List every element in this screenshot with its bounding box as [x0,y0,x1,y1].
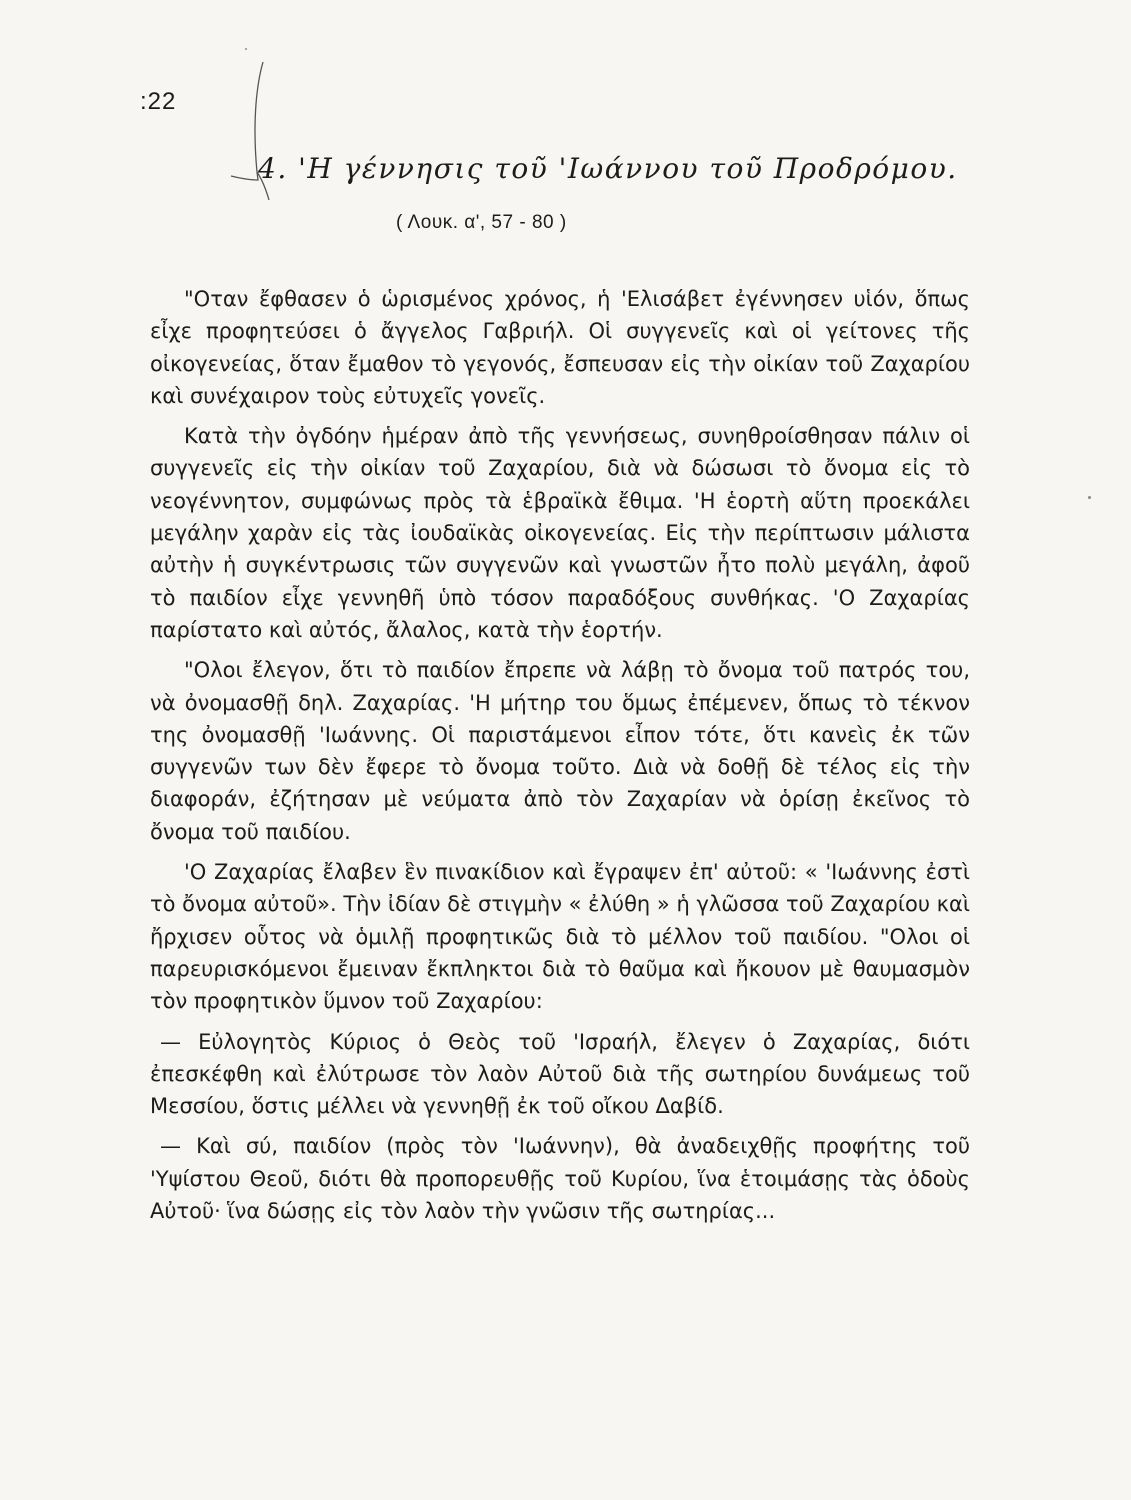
paragraph-2: Κατὰ τὴν ὀγδόην ἡμέραν ἀπὸ τῆς γεννήσεως, συνηθροίσθησαν πάλιν οἱ συγγενεῖς εἰς τὴν οἰκίαν τοῦ Ζαχαρίου, διὰ νὰ δώσωσι τὸ ὄνομα εἰς τὸ νεογέννητον, συμφώνως πρὸς τὰ ἑβραϊκὰ ἔθιμα. 'Η ἑορτὴ αὕτη προεκάλει μεγάλην χαρὰν εἰς τὰς ἰουδαϊκὰς οἰκογενείας. Εἰς τὴν περίπτωσιν μάλιστα αὐτὴν ἡ συγκέντρωσις τῶν συγγενῶν καὶ γνωστῶν ἦτο πολὺ μεγάλη, ἀφοῦ τὸ παιδίον εἶχε γεννηθῆ ὑπὸ τόσον παραδόξους συνθήκας. 'Ο Ζαχαρίας παρίστατο καὶ αὐτός, ἄλαλος, κατὰ τὴν ἑορτήν. [150,424,970,642]
body-text [150,283,970,1235]
paragraph-5: — Εὐλογητὸς Κύριος ὁ Θεὸς τοῦ 'Ισραήλ, ἔλεγεν ὁ Ζαχαρίας, διότι ἐπεσκέφθη καὶ ἐλύτρωσε τὸν λαὸν Αὐτοῦ διὰ τῆς σωτηρίου δυνάμεως τοῦ Μεσσίου, ὅστις μέλλει νὰ γεννηθῇ ἐκ τοῦ οἴκου Δαβίδ. [150,1029,970,1119]
paragraph-3: "Ολοι ἔλεγον, ὅτι τὸ παιδίον ἔπρεπε νὰ λάβῃ τὸ ὄνομα τοῦ πατρός του, νὰ ὀνομασθῇ δηλ. Ζαχαρίας. 'Η μήτηρ του ὅμως ἐπέμενεν, ὅπως τὸ τέκνον της ὀνομασθῇ 'Ιωάννης. Οἱ παριστάμενοι εἶπον τότε, ὅτι κανεὶς ἐκ τῶν συγγενῶν των δὲν ἔφερε τὸ ὄνομα τοῦτο. Διὰ νὰ δοθῇ δὲ τέλος εἰς τὴν διαφοράν, ἐζήτησαν μὲ νεύματα ἀπὸ τὸν Ζαχαρίαν νὰ ὁρίσῃ ἐκεῖνος τὸ ὄνομα τοῦ παιδίου. [150,658,970,844]
page-number: :22 [140,88,177,115]
pencil-bracket-mark [225,60,275,210]
paragraph-4: 'Ο Ζαχαρίας ἔλαβεν ἓν πινακίδιον καὶ ἔγραψεν ἐπ' αὐτοῦ: « 'Ιωάννης ἐστὶ τὸ ὄνομα αὐτοῦ». Τὴν ἰδίαν δὲ στιγμὴν « ἐλύθη » ἡ γλῶσσα τοῦ Ζαχαρίου καὶ ἤρχισεν οὗτος νὰ ὁμιλῇ προφητικῶς διὰ τὸ μέλλον τοῦ παιδίου. "Ολοι οἱ παρευρισκόμενοι ἔμειναν ἔκπληκτοι διὰ τὸ θαῦμα καὶ ἤκουον μὲ θαυμασμὸν τὸν προφητικὸν ὕμνον τοῦ Ζαχαρίου: [150,860,970,1014]
paragraph-1: "Οταν ἔφθασεν ὁ ὡρισμένος χρόνος, ἡ 'Ελισάβετ ἐγέννησεν υἱόν, ὅπως εἶχε προφητεύσει ὁ ἄγγελος Γαβριήλ. Οἱ συγγενεῖς καὶ οἱ γείτονες τῆς οἰκογενείας, ὅταν ἔμαθον τὸ γεγονός, ἔσπευσαν εἰς τὴν οἰκίαν τοῦ Ζαχαρίου καὶ συνέχαιρον τοὺς εὐτυχεῖς γονεῖς. [150,287,970,408]
scan-speck [1088,496,1091,499]
scripture-reference: ( Λουκ. α', 57 - 80 ) [396,212,567,233]
chapter-title: 4. 'Η γέννησις τοῦ 'Ιωάννου τοῦ Προδρόμου. [258,152,958,185]
paragraph-6: — Καὶ σύ, παιδίον (πρὸς τὸν 'Ιωάννην), θὰ ἀναδειχθῇς προφήτης τοῦ 'Υψίστου Θεοῦ, διότι θὰ προπορευθῇς τοῦ Κυρίου, ἵνα ἑτοιμάσῃς τὰς ὁδοὺς Αὐτοῦ· ἵνα δώσῃς εἰς τὸν λαὸν τὴν γνῶσιν τῆς σωτηρίας... [150,1134,970,1224]
scan-speck [245,48,247,50]
